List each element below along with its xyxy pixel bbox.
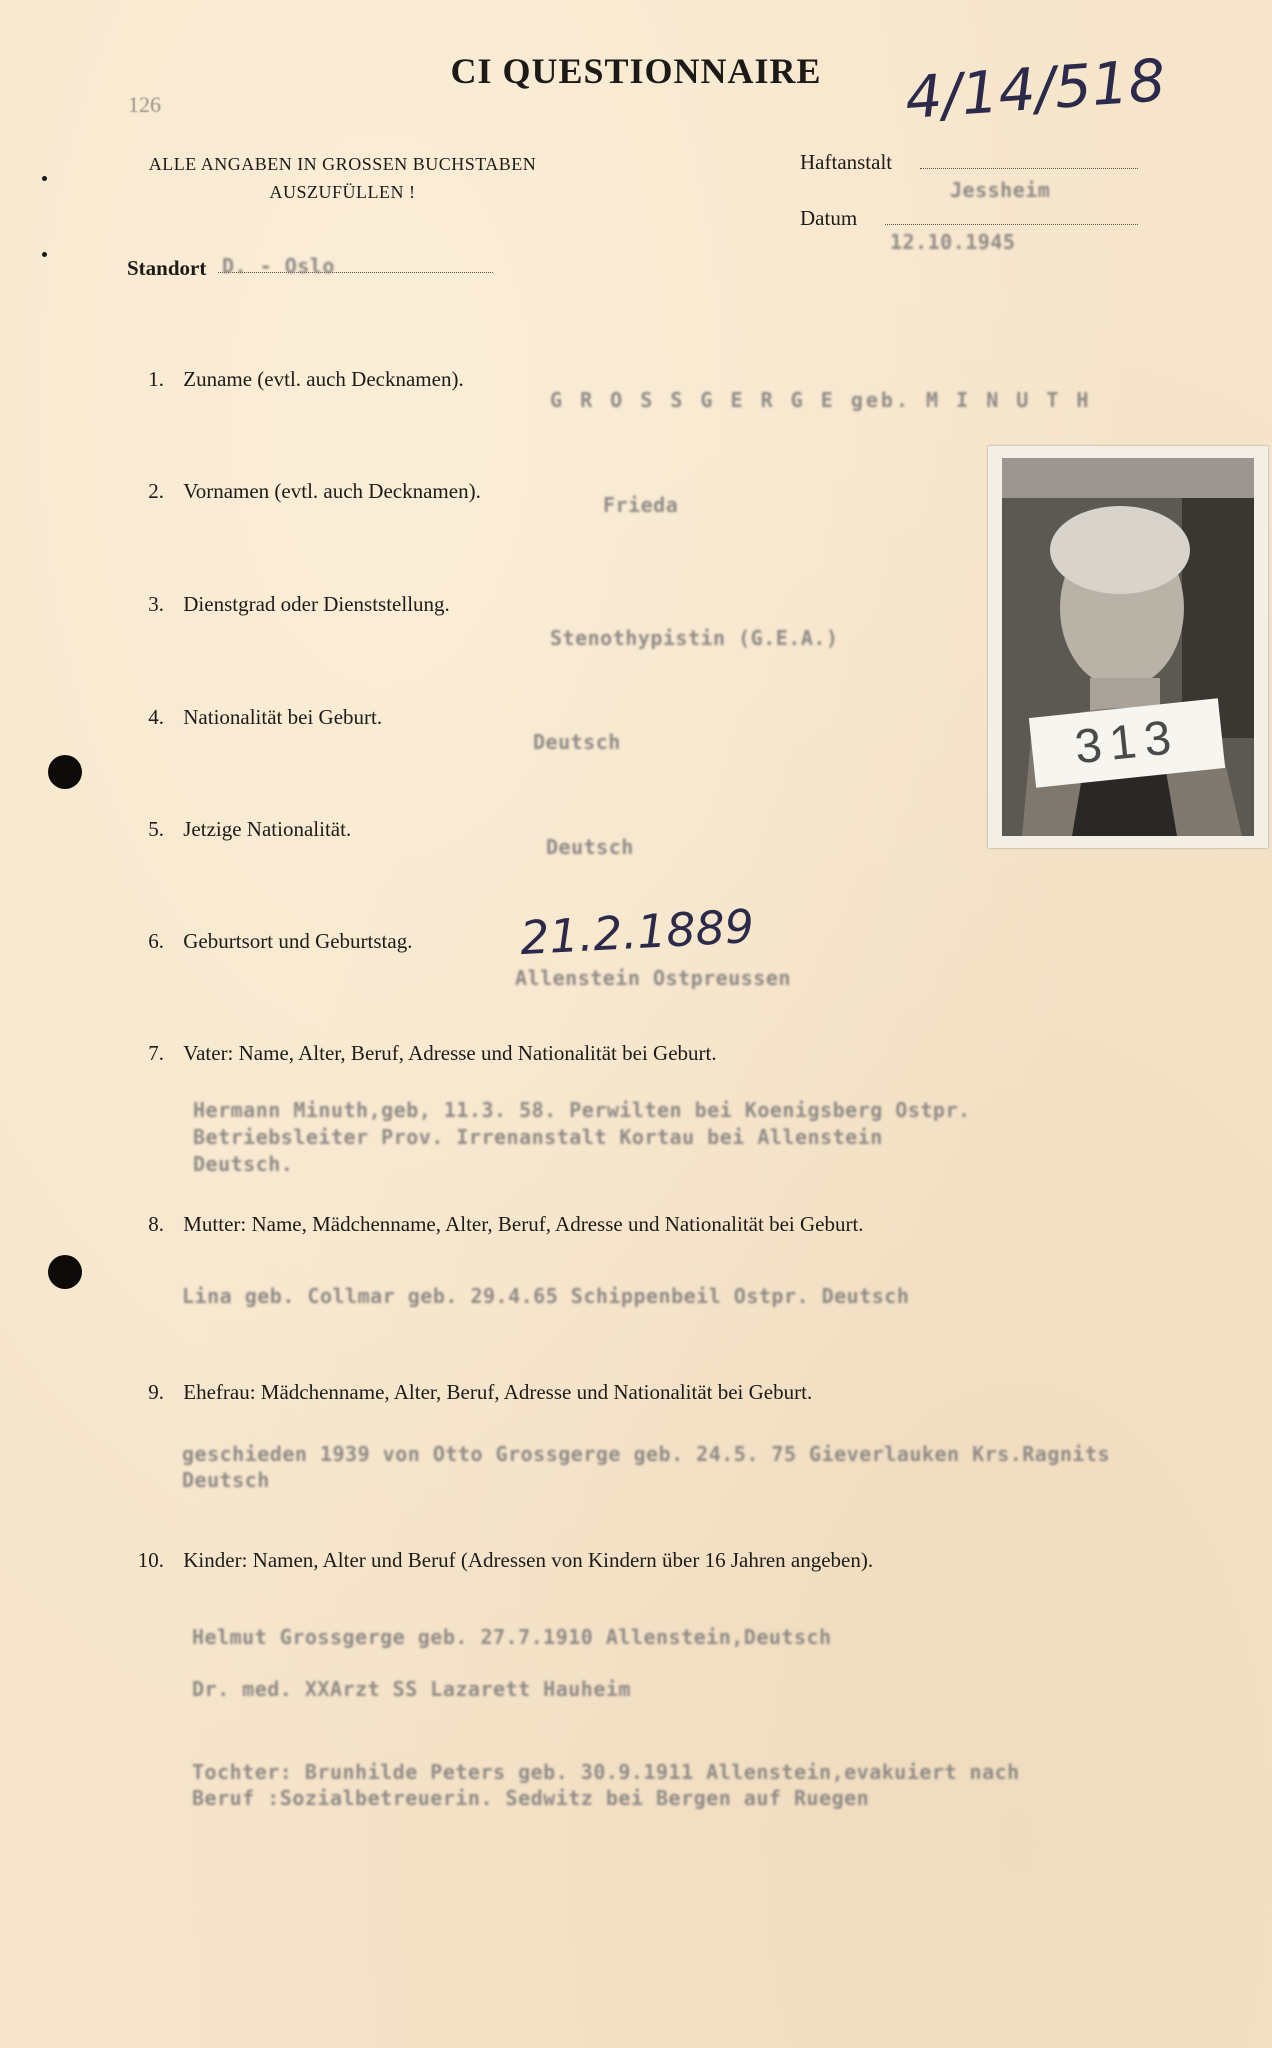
question-label: Dienstgrad oder Dienststellung.: [183, 592, 450, 616]
prisoner-number-card: 313: [1029, 698, 1225, 787]
question-9: [140, 1380, 812, 1405]
question-number: 7.: [148, 1041, 164, 1065]
datum-label: Datum: [800, 206, 858, 230]
question-1: [140, 367, 464, 392]
datum-line: [885, 224, 1138, 225]
haftanstalt-value: Jessheim: [950, 178, 1051, 202]
answer-10-line-1: Helmut Grossgerge geb. 27.7.1910 Allenstein,Deutsch: [192, 1625, 832, 1649]
question-number: 2.: [148, 479, 164, 503]
answer-9-line-2: Deutsch: [182, 1468, 270, 1492]
question-label: Geburtsort und Geburtstag.: [183, 929, 413, 953]
question-number: 6.: [148, 929, 164, 953]
answer-1: G R O S S G E R G E geb. M I N U T H: [550, 388, 1092, 412]
answer-3: Stenothypistin (G.E.A.): [550, 626, 839, 650]
answer-10-line-4: Tochter: Brunhilde Peters geb. 30.9.1911 Allenstein,evakuiert nach: [192, 1760, 1020, 1784]
standort-label: Standort: [127, 256, 207, 280]
question-label: Vater: Name, Alter, Beruf, Adresse und Nationalität bei Geburt.: [183, 1041, 717, 1065]
answer-5: Deutsch: [546, 835, 634, 859]
answer-2: Frieda: [603, 493, 679, 517]
punch-hole-2: [48, 1255, 82, 1289]
question-10: [128, 1548, 873, 1573]
answer-9-line-1: geschieden 1939 von Otto Grossgerge geb. 24.5. 75 Gieverlauken Krs.Ragnits: [182, 1442, 1111, 1466]
question-label: Nationalität bei Geburt.: [183, 705, 383, 729]
question-number: 9.: [148, 1380, 164, 1404]
question-label: Jetzige Nationalität.: [183, 817, 352, 841]
page-title: CI QUESTIONNAIRE: [450, 51, 822, 91]
question-4: [140, 705, 382, 730]
page-number: 126: [128, 92, 161, 117]
answer-7-line-2: Betriebsleiter Prov. Irrenanstalt Kortau bei Allenstein: [193, 1125, 883, 1149]
handwritten-birthdate: 21.2.1889: [518, 898, 756, 966]
question-3: [140, 592, 450, 617]
question-number: 1.: [148, 367, 164, 391]
standort-value: D. - Oslo: [222, 254, 335, 278]
question-label: Zuname (evtl. auch Decknamen).: [183, 367, 464, 391]
answer-6: Allenstein Ostpreussen: [515, 966, 791, 990]
question-8: [140, 1212, 864, 1237]
datum-value: 12.10.1945: [890, 230, 1016, 254]
question-label: Vornamen (evtl. auch Decknamen).: [183, 479, 481, 503]
margin-mark: [42, 176, 47, 181]
answer-8: Lina geb. Collmar geb. 29.4.65 Schippenbeil Ostpr. Deutsch: [182, 1284, 910, 1308]
handwritten-reference: 4/14/518: [902, 45, 1168, 133]
photo-frame: [988, 446, 1268, 848]
answer-10-line-5: Beruf :Sozialbetreuerin. Sedwitz bei Bergen auf Ruegen: [192, 1786, 870, 1810]
instruction-line-1: ALLE ANGABEN IN GROSSEN BUCHSTABEN: [148, 154, 537, 174]
answer-4: Deutsch: [533, 730, 621, 754]
question-label: Ehefrau: Mädchenname, Alter, Beruf, Adresse und Nationalität bei Geburt.: [183, 1380, 813, 1404]
question-6: [140, 929, 412, 954]
question-number: 4.: [148, 705, 164, 729]
instruction-line-2: AUSZUFÜLLEN !: [269, 182, 416, 202]
question-number: 8.: [148, 1212, 164, 1236]
instructions: [120, 150, 565, 206]
question-number: 3.: [148, 592, 164, 616]
margin-mark: [42, 252, 47, 257]
person-photo: [1002, 458, 1254, 836]
question-label: Kinder: Namen, Alter und Beruf (Adressen von Kindern über 16 Jahren angeben).: [183, 1548, 874, 1572]
answer-10-line-2: Dr. med. XXArzt SS Lazarett Hauheim: [192, 1677, 631, 1701]
answer-7-line-3: Deutsch.: [193, 1152, 294, 1176]
question-number: 10.: [137, 1548, 164, 1572]
haftanstalt-line: [920, 168, 1138, 169]
question-5: [140, 817, 351, 842]
question-2: [140, 479, 481, 504]
question-label: Mutter: Name, Mädchenname, Alter, Beruf, Adresse und Nationalität bei Geburt.: [183, 1212, 864, 1236]
haftanstalt-label: Haftanstalt: [800, 150, 893, 174]
punch-hole-1: [48, 755, 82, 789]
question-7: [140, 1041, 717, 1066]
question-number: 5.: [148, 817, 164, 841]
answer-7-line-1: Hermann Minuth,geb, 11.3. 58. Perwilten bei Koenigsberg Ostpr.: [193, 1098, 971, 1122]
